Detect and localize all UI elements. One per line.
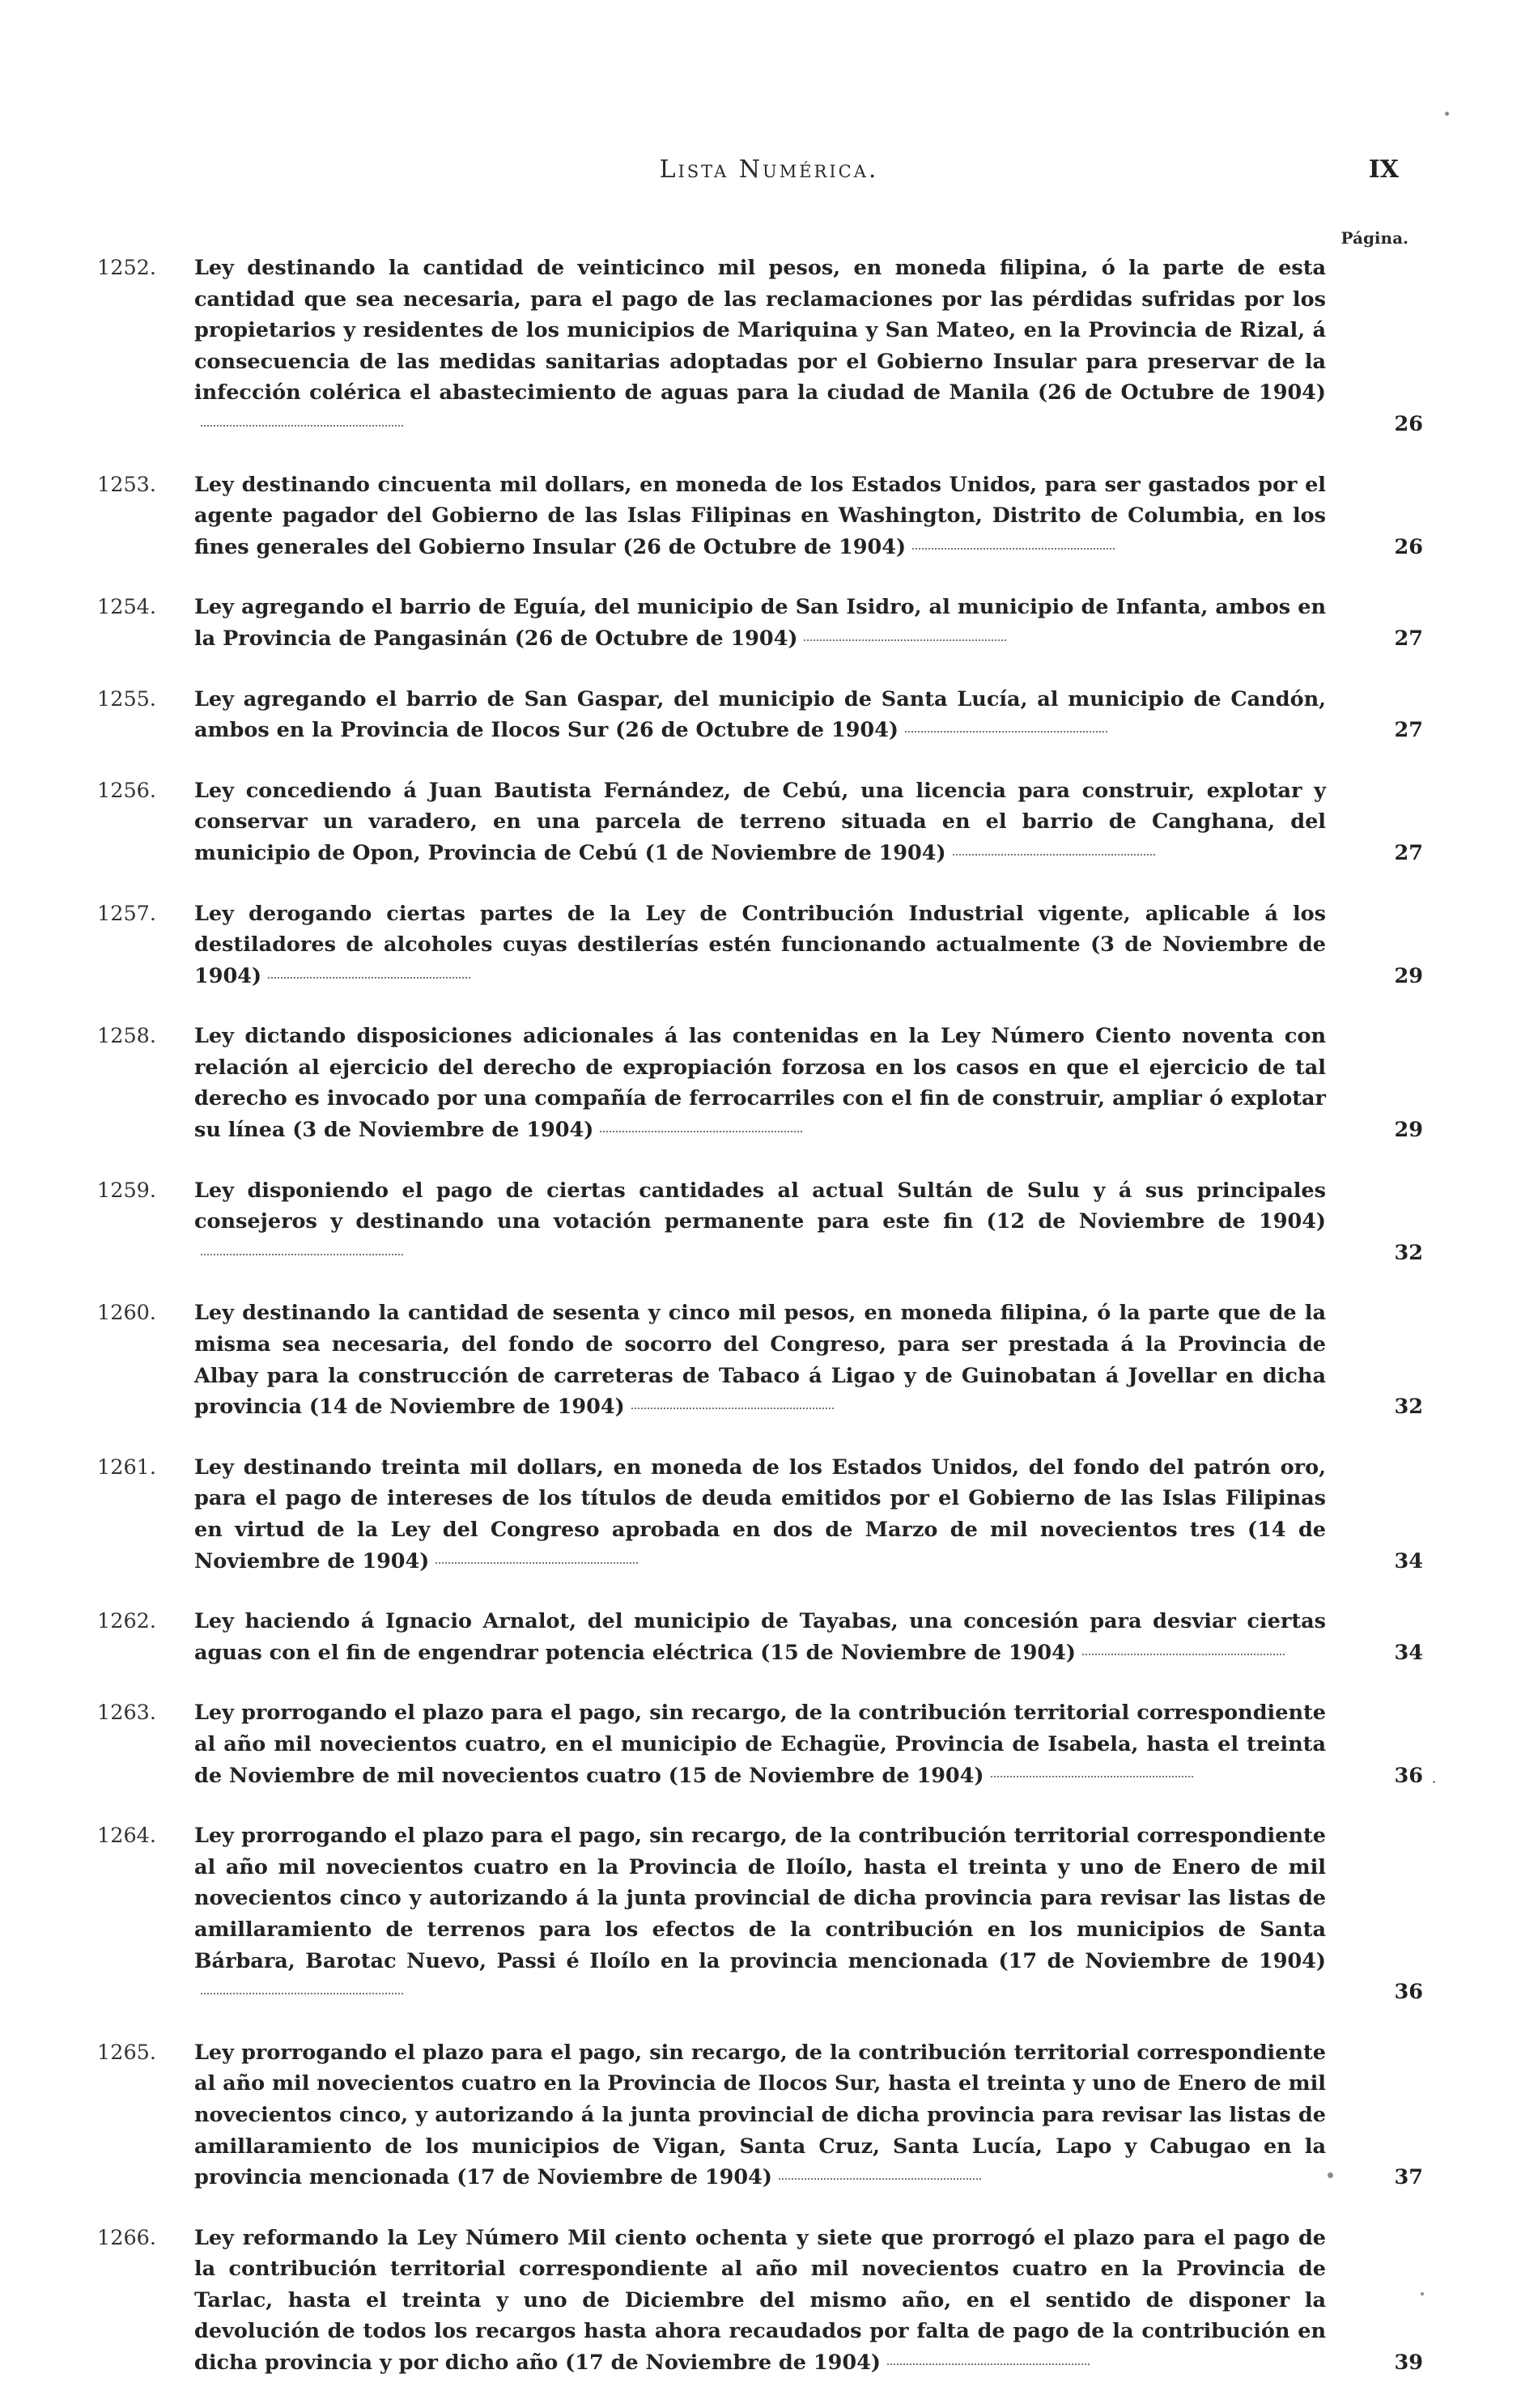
entry-text: Ley agregando el barrio de San Gaspar, del municipio de Santa Lucía, al municipio de Candón, ambos en la Provincia de Ilocos Sur (26 de Octubre de 1904)	[194, 686, 1326, 743]
entry-text: Ley destinando cincuenta mil dollars, en moneda de los Estados Unidos, para ser gastados por el agente pagador del Gobierno de las Islas Filipinas en Washington, Distrito de Columbia, en los fines generales del Gobierno Insular (26 de Octubre de 1904)	[194, 472, 1326, 559]
list-item	[97, 898, 1423, 992]
entry-page-number: 32	[1394, 1240, 1423, 1265]
entry-page-number: 34	[1394, 1640, 1423, 1665]
list-item	[97, 1021, 1423, 1145]
entry-text: Ley derogando ciertas partes de la Ley de Contribución Industrial vigente, aplicable á los destiladores de alcoholes cuyas destilerías estén funcionando actualmente (3 de Noviembre de 1904)	[194, 901, 1326, 988]
dot-leader	[268, 977, 470, 979]
entry-text: Ley destinando la cantidad de sesenta y cinco mil pesos, en moneda filipina, ó la parte que de la misma sea necesaria, del fondo de socorro del Congreso, para ser prestada á la Provincia de Albay para la construcción de carreteras de Tabaco á Ligao y de Guinobatan á Jovellar en dicha provincia (14 de Noviembre de 1904)	[194, 1301, 1326, 1420]
entry-number: 1262.	[97, 1609, 157, 1634]
entry-text: Ley concediendo á Juan Bautista Fernández, de Cebú, una licencia para construir, explotar y conservar un varadero, en una parcela de terreno situada en el barrio de Canghana, del municipio de Opon, Provincia de Cebú (1 de Noviembre de 1904)	[194, 778, 1326, 865]
entry-page-number: 36	[1394, 1763, 1423, 1788]
dot-leader	[435, 1562, 638, 1564]
page-number: IX	[1368, 155, 1399, 184]
entry-list	[97, 253, 1423, 2408]
page-header-title: Lista Numérica.	[659, 155, 879, 184]
entry-number: 1266.	[97, 2225, 157, 2250]
entry-number: 1265.	[97, 2040, 157, 2065]
dot-leader	[905, 731, 1107, 733]
entry-page-number: 26	[1394, 534, 1423, 559]
dot-leader	[804, 639, 1006, 641]
list-item	[97, 469, 1423, 563]
list-item	[97, 1297, 1423, 1422]
entry-text: Ley destinando treinta mil dollars, en moneda de los Estados Unidos, del fondo del patrón oro, para el pago de intereses de los títulos de deuda emitidos por el Gobierno de las Islas Filipinas en virtud de la Ley del Congreso aprobada en dos de Marzo de mil novecientos tres (14 de Noviembre de 1904)	[194, 1455, 1326, 1573]
entry-number: 1257.	[97, 901, 157, 926]
entry-text: Ley prorrogando el plazo para el pago, sin recargo, de la contribución territorial correspondiente al año mil novecientos cuatro en la Provincia de Ilocos Sur, hasta el treinta y uno de Enero de mil novecientos cinco, y autorizando á la junta provincial de dicha provincia para revisar las listas de amillaramiento de los municipios de Vigan, Santa Cruz, Santa Lucía, Lapo y Cabugao en la provincia mencionada (17 de Noviembre de 1904)	[194, 2040, 1326, 2190]
entry-page-number: 29	[1394, 1118, 1423, 1143]
entry-text: Ley agregando el barrio de Eguía, del municipio de San Isidro, al municipio de Infanta, ambos en la Provincia de Pangasinán (26 de Octubre de 1904)	[194, 595, 1326, 651]
list-item	[97, 775, 1423, 869]
entry-page-number: 39	[1394, 2351, 1423, 2376]
entry-page-number: 34	[1394, 1548, 1423, 1573]
entry-number: 1253.	[97, 472, 157, 497]
entry-text: Ley disponiendo el pago de ciertas cantidades al actual Sultán de Sulu y á sus principales consejeros y destinando una votación permanente para este fin (12 de Noviembre de 1904)	[194, 1178, 1326, 1234]
entry-number: 1255.	[97, 686, 157, 711]
entry-number: 1256.	[97, 778, 157, 803]
dot-leader	[887, 2363, 1090, 2365]
scan-speck	[1433, 1781, 1435, 1783]
entry-number: 1252.	[97, 256, 157, 280]
entry-text: Ley haciendo á Ignacio Arnalot, del municipio de Tayabas, una concesión para desviar ciertas aguas con el fin de engendrar potencia eléctrica (15 de Noviembre de 1904)	[194, 1609, 1326, 1665]
entry-text: Ley reformando la Ley Número Mil ciento ochenta y siete que prorrogó el plazo para el pago de la contribución territorial correspondiente al año mil novecientos cuatro en la Provincia de Tarlac, hasta el treinta y uno de Diciembre del mismo año, en el sentido de disponer la devolución de todos los recargos hasta ahora recaudados por falta de pago de la contribución en dicha provincia y por dicho año (17 de Noviembre de 1904)	[194, 2225, 1326, 2376]
dot-leader	[991, 1776, 1193, 1777]
scan-speck	[1328, 2172, 1333, 2178]
list-item	[97, 684, 1423, 746]
dot-leader	[600, 1131, 802, 1132]
list-item	[97, 1606, 1423, 1668]
entry-page-number: 26	[1394, 411, 1423, 436]
dot-leader	[1082, 1654, 1285, 1655]
dot-leader	[631, 1408, 834, 1409]
entry-page-number: 37	[1394, 2165, 1423, 2190]
dot-leader	[201, 425, 403, 427]
entry-number: 1260.	[97, 1301, 157, 1326]
list-item	[97, 592, 1423, 654]
entry-page-number: 27	[1394, 840, 1423, 865]
list-item	[97, 1820, 1423, 2008]
entry-text: Ley prorrogando el plazo para el pago, sin recargo, de la contribución territorial correspondiente al año mil novecientos cuatro en la Provincia de Iloílo, hasta el treinta y uno de Enero de mil novecientos cinco y autorizando á la junta provincial de dicha provincia para revisar las listas de amillaramiento de terrenos para los efectos de la contribución en los municipios de Santa Bárbara, Barotac Nuevo, Passi é Iloílo en la provincia mencionada (17 de Noviembre de 1904)	[194, 1824, 1326, 1973]
list-item	[97, 2223, 1423, 2379]
list-item	[97, 1452, 1423, 1577]
entry-text: Ley prorrogando el plazo para el pago, sin recargo, de la contribución territorial correspondiente al año mil novecientos cuatro, en el municipio de Echagüe, Provincia de Isabela, hasta el treinta de Noviembre de mil novecientos cuatro (15 de Noviembre de 1904)	[194, 1701, 1326, 1788]
entry-number: 1261.	[97, 1455, 157, 1480]
entry-page-number: 27	[1394, 626, 1423, 651]
dot-leader	[201, 1254, 403, 1255]
dot-leader	[912, 548, 1115, 550]
list-item	[97, 253, 1423, 440]
dot-leader	[953, 854, 1155, 856]
scan-speck	[1445, 112, 1449, 116]
entry-page-number: 32	[1394, 1395, 1423, 1420]
page-column-label: Página.	[1340, 228, 1408, 248]
list-item	[97, 2037, 1423, 2194]
entry-number: 1258.	[97, 1024, 157, 1049]
entry-number: 1254.	[97, 595, 157, 620]
entry-text: Ley destinando la cantidad de veinticinco mil pesos, en moneda filipina, ó la parte de esta cantidad que sea necesaria, para el pago de las reclamaciones por las pérdidas sufridas por los propietarios y residentes de los municipios de Mariquina y San Mateo, en la Provincia de Rizal, á consecuencia de las medidas sanitarias adoptadas por el Gobierno Insular para preservar de la infección colérica el abastecimiento de aguas para la ciudad de Manila (26 de Octubre de 1904)	[194, 256, 1326, 406]
entry-page-number: 36	[1394, 1980, 1423, 2005]
list-item	[97, 1175, 1423, 1269]
entry-number: 1259.	[97, 1178, 157, 1203]
entry-number: 1263.	[97, 1701, 157, 1726]
dot-leader	[779, 2178, 981, 2180]
scan-speck	[1421, 2292, 1424, 2295]
list-item	[97, 1697, 1423, 1791]
dot-leader	[201, 1993, 403, 1994]
entry-number: 1264.	[97, 1824, 157, 1849]
entry-page-number: 27	[1394, 718, 1423, 743]
entry-page-number: 29	[1394, 963, 1423, 988]
entry-text: Ley dictando disposiciones adicionales á las contenidas en la Ley Número Ciento noventa con relación al ejercicio del derecho de expropiación forzosa en los casos en que el ejercicio de tal derecho es invocado por una compañía de ferrocarriles con el fin de construir, ampliar ó explotar su línea (3 de Noviembre de 1904)	[194, 1024, 1326, 1143]
